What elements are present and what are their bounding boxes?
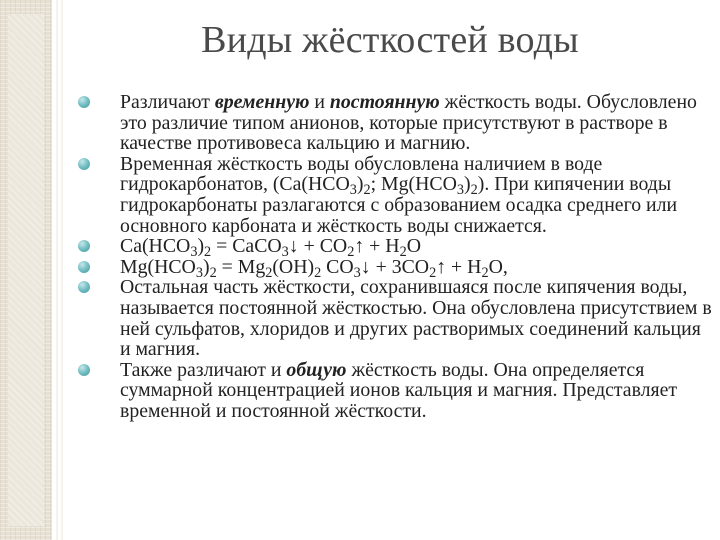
formula-text: ↓ + 3CO [360,255,430,278]
text: Различают [120,91,215,113]
formula-text: CO [321,255,354,278]
formula-text: ) [197,235,205,258]
text: ). При кипячении воды гидрокарбонаты разлагаются с образованием осадка среднего или основного карбоната и жёсткость воды снижается. [120,173,678,237]
subscript: 2 [265,264,273,281]
list-item [78,92,714,154]
text: ; Mg(HCO [370,173,457,196]
formula-text: ) [202,255,210,278]
formula-text: (OH) [272,255,315,278]
emphasis: постоянную [329,91,440,113]
formula-text: = Mg [216,255,266,278]
subscript: 2 [363,182,371,199]
decorative-line [56,0,58,540]
decorative-side-panel [0,0,52,540]
text: ) [356,173,364,196]
subscript: 2 [470,182,478,199]
emphasis: временную [214,91,310,113]
subscript: 3 [190,244,198,261]
bullet-icon [78,281,90,293]
bullet-icon [78,158,90,170]
emphasis: общую [286,358,347,381]
subscript: 2 [204,244,212,261]
formula-text: Mg(HCO [120,255,196,278]
formula-text: Ca(HCO [120,235,191,258]
formula-text: O, [488,255,508,278]
decorative-panel-inner [8,14,44,526]
text: ) [464,173,471,196]
formula-text: ↓ + CO [288,235,348,258]
subscript: 3 [349,182,357,199]
list-item [78,154,714,236]
subscript: 3 [281,244,289,261]
bullet-icon [78,240,90,252]
bullet-icon [78,261,90,273]
subscript: 2 [209,264,217,281]
bullet-icon [78,96,90,108]
formula-text: ↑ + H [436,255,482,278]
text: Временная жёсткость воды обусловлена наличием в воде гидрокарбонатов, (Са(НСО [120,152,603,196]
subscript: 3 [456,182,465,199]
list-item [78,255,714,281]
text: жёсткость воды. Она определяется суммарной концентрацией ионов кальция и магния. Представляет временной и постоянной жёсткости. [120,358,678,422]
bullet-icon [78,364,90,376]
subscript: 2 [314,264,322,281]
list-item [78,235,714,261]
slide-title: Виды жёсткостей воды [201,19,579,61]
subscript: 2 [481,264,489,281]
text: жёсткость воды. Обусловлено это различие типом анионов, которые присутствуют в растворе в качестве противовеса кальцию и магнию. [120,91,697,155]
list-item [78,360,714,422]
text: и [309,91,330,113]
text: Также различают и [120,358,287,381]
formula-text: O [406,235,421,258]
subscript: 2 [347,244,355,261]
subscript: 2 [399,244,407,261]
subscript: 3 [353,264,361,281]
bullet-list [78,92,714,422]
subscript: 2 [429,264,437,281]
text: Остальная часть жёсткости, сохранившаяся после кипячения воды, называется постоянной жёсткостью. Она обусловлена присутствием в ней сульфатов, хлоридов и других растворимых соединений кальция и магния. [120,276,712,361]
list-item [78,277,714,359]
decorative-line [61,0,63,540]
subscript: 3 [195,264,203,281]
formula-text: ↑ + H [354,235,400,258]
formula-text: = CaCO [211,235,282,258]
